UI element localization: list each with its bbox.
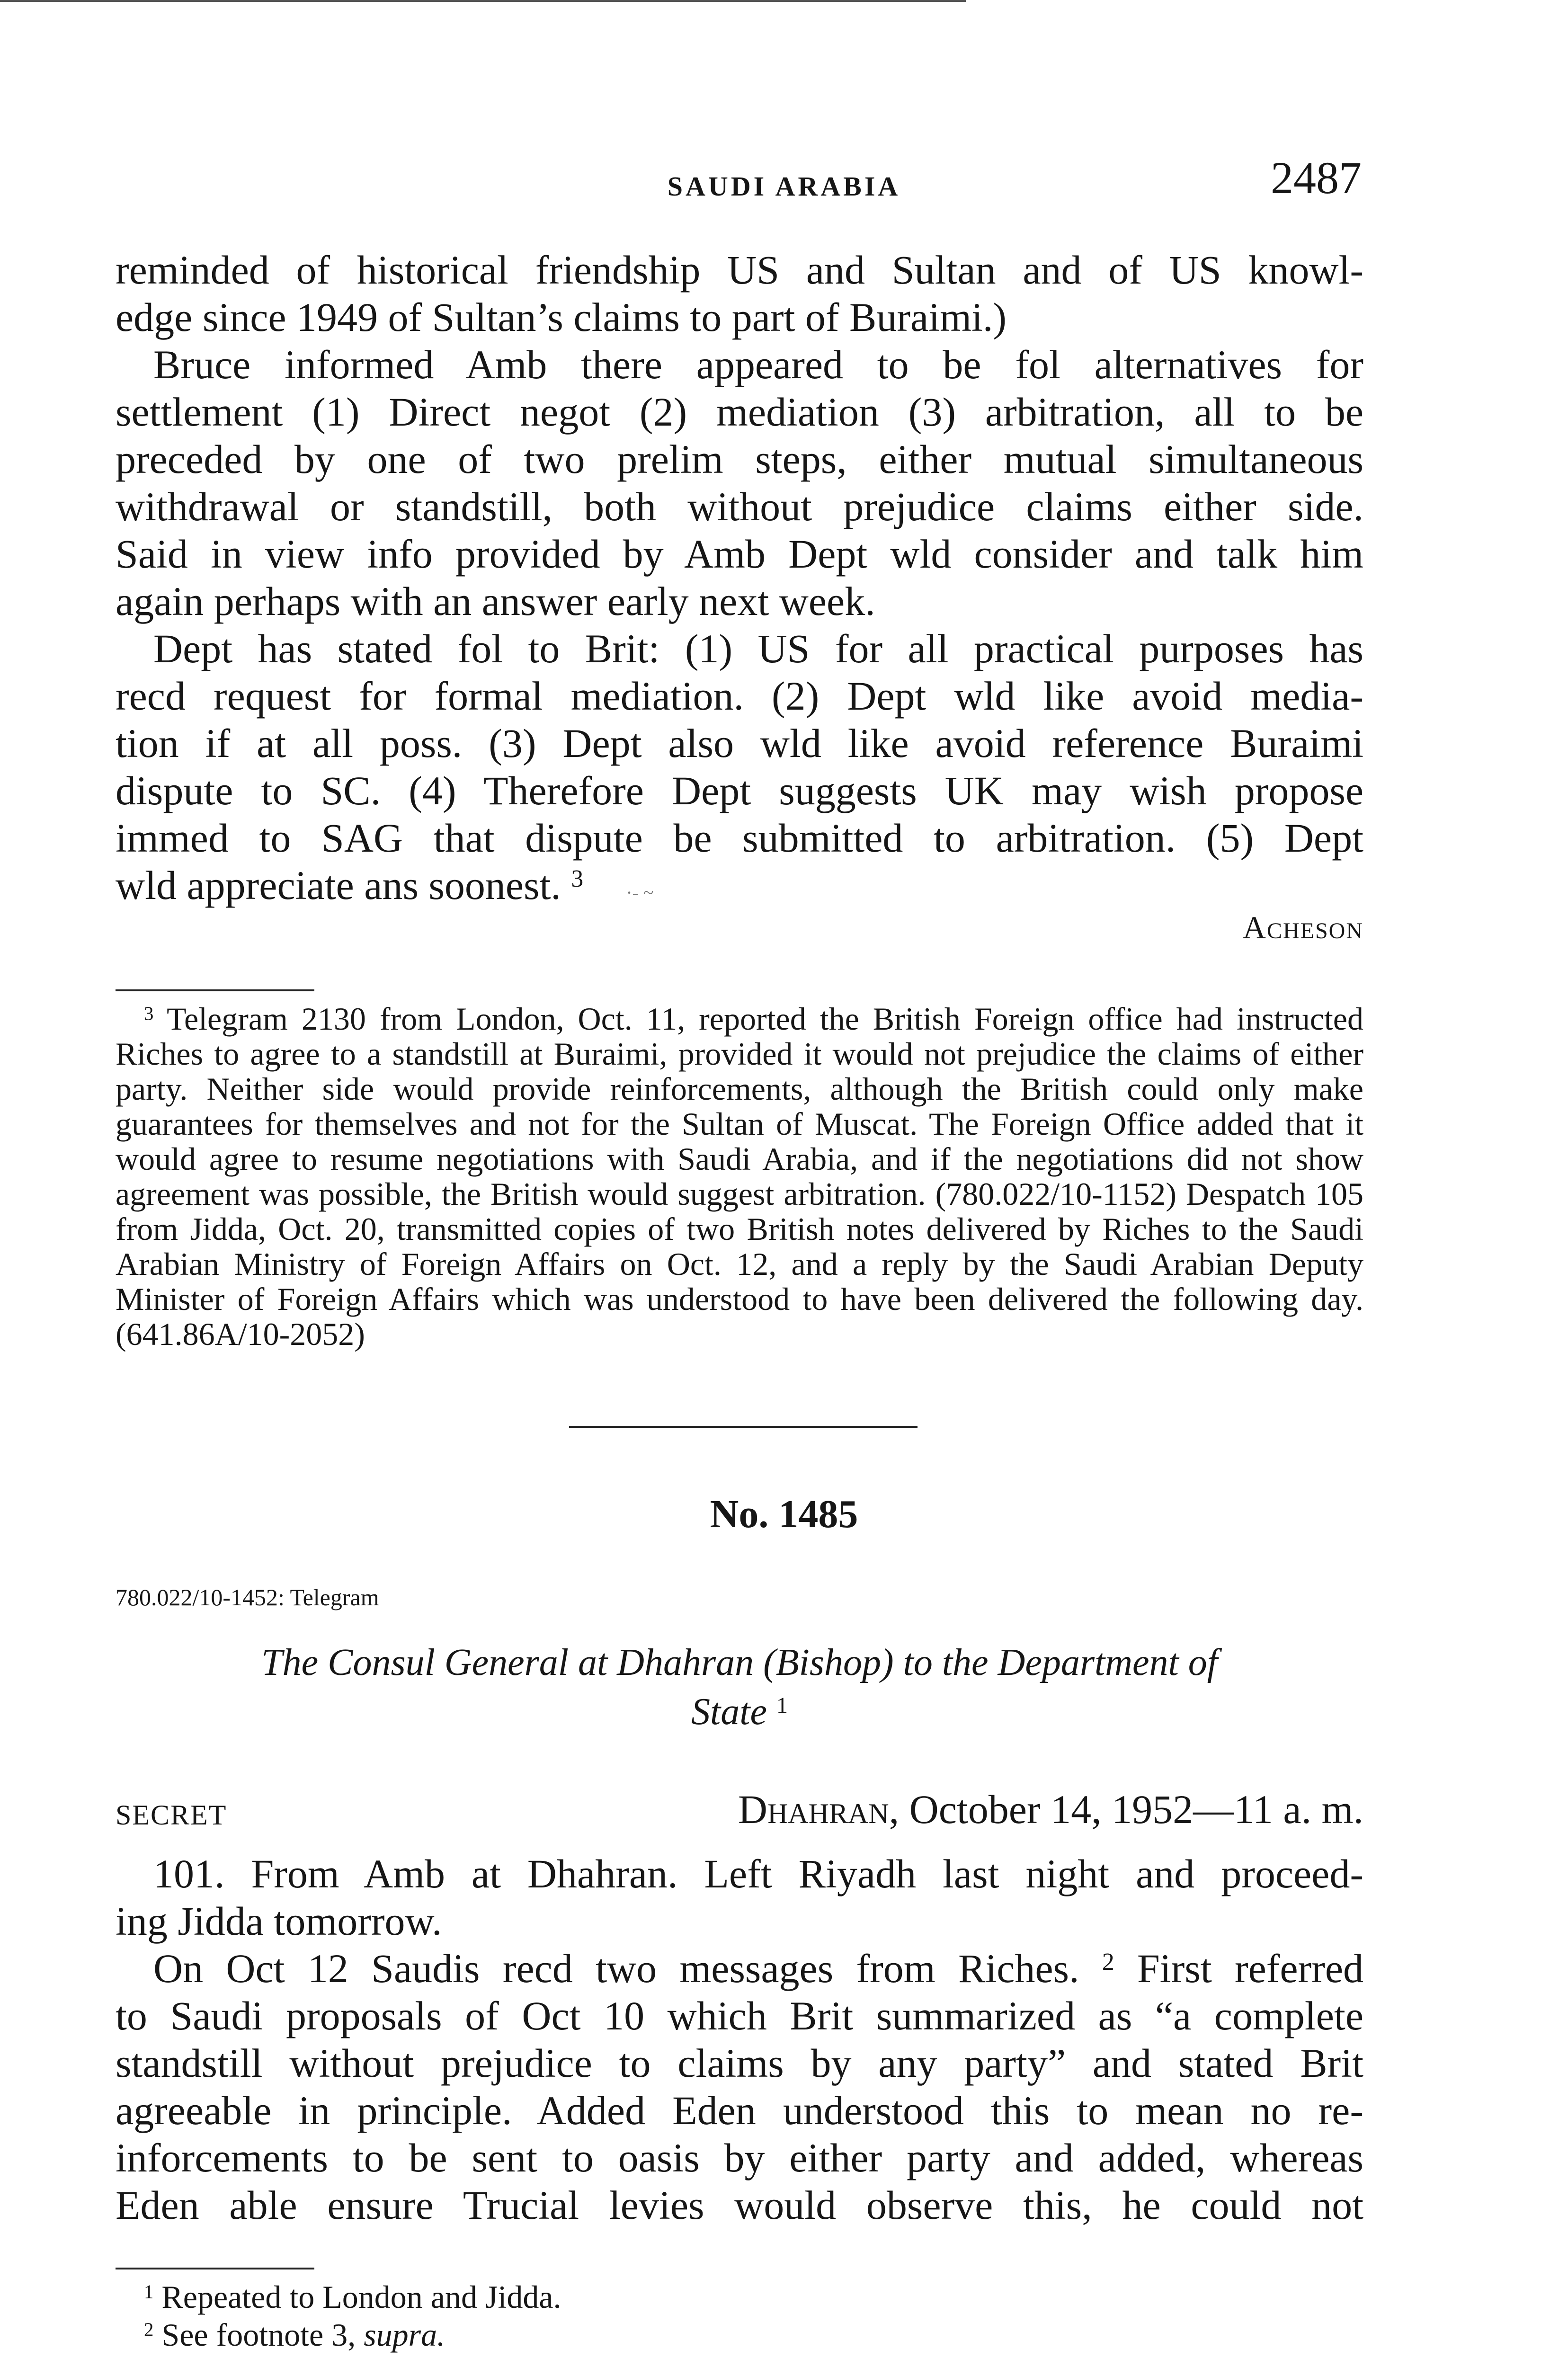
body-line: inforcements to be sent to oasis by either party and added, whereas xyxy=(116,2135,1363,2180)
dateline xyxy=(738,1786,1363,1833)
footnote-3 xyxy=(116,1001,1363,1352)
footnote-marker: 3 xyxy=(144,1003,154,1024)
document-title-line xyxy=(116,1687,1363,1736)
footnote-marker: 1 xyxy=(144,2281,154,2303)
body-line: to Saudi proposals of Oct 10 which Brit summarized as “a complete xyxy=(116,1993,1363,2038)
body-line: Eden able ensure Trucial levies would observe this, he could not xyxy=(116,2182,1363,2228)
file-reference: 780.022/10-1452: Telegram xyxy=(116,1584,379,1611)
top-edge-rule xyxy=(0,0,966,2)
body-line: reminded of historical friendship US and Sultan and of US knowl- xyxy=(116,247,1363,293)
document-title xyxy=(116,1638,1363,1736)
signature: Acheson xyxy=(1242,909,1363,945)
footnote-rule xyxy=(116,2268,314,2269)
body-line: settlement (1) Direct negot (2) mediation (3) arbitration, all to be xyxy=(116,389,1363,435)
body-line-text: On Oct 12 Saudis recd two messages from Riches. xyxy=(153,1946,1079,1991)
body-line-last xyxy=(116,862,1363,917)
scan-speck: ·‐ ~ xyxy=(583,882,654,903)
body-line: tion if at all poss. (3) Dept also wld like avoid reference Buraimi xyxy=(116,721,1363,766)
body-line-text: wld appreciate ans soonest. xyxy=(116,863,561,908)
footnote-1 xyxy=(116,2279,1363,2314)
body-line: Dept has stated fol to Brit: (1) US for all practical purposes has xyxy=(153,626,1363,671)
document-title-text: State xyxy=(691,1691,767,1733)
footnote-text: Repeated to London and Jidda. xyxy=(161,2279,561,2315)
page-number: 2487 xyxy=(1271,152,1362,203)
footnote-2 xyxy=(116,2317,1363,2352)
body-line: standstill without prejudice to claims by any party” and stated Brit xyxy=(116,2040,1363,2086)
footnote-ref: 1 xyxy=(776,1693,788,1718)
body-line: preceded by one of two prelim steps, either mutual simultaneous xyxy=(116,436,1363,482)
body-line: recd request for formal mediation. (2) Dept wld like avoid media- xyxy=(116,673,1363,719)
running-title: SAUDI ARABIA xyxy=(667,171,901,202)
footnote-marker: 2 xyxy=(144,2319,154,2340)
body-line-text: First referred xyxy=(1137,1946,1364,1991)
dateline-place: Dhahran xyxy=(738,1787,889,1832)
body-line: immed to SAG that dispute be submitted to arbitration. (5) Dept xyxy=(116,815,1363,861)
body-line: agreeable in principle. Added Eden understood this to mean no re- xyxy=(116,2088,1363,2133)
footnote-rule xyxy=(116,989,314,991)
footnote-italic: supra. xyxy=(364,2317,445,2353)
body-line: again perhaps with an answer early next week. xyxy=(116,578,875,624)
body-line: Bruce informed Amb there appeared to be fol alternatives for xyxy=(153,342,1363,387)
body-line: Said in view info provided by Amb Dept wld consider and talk him xyxy=(116,531,1363,577)
body-line: 101. From Amb at Dhahran. Left Riyadh last night and proceed- xyxy=(153,1851,1363,1896)
dateline-date: , October 14, 1952—11 a. m. xyxy=(889,1787,1363,1832)
document-title-line: The Consul General at Dhahran (Bishop) to the Department of xyxy=(261,1642,1218,1683)
footnote-ref: 2 xyxy=(1102,1949,1114,1976)
classification: SECRET xyxy=(116,1799,227,1831)
body-line: ing Jidda tomorrow. xyxy=(116,1898,442,1944)
body-line xyxy=(116,1945,1363,1992)
body-line: withdrawal or standstill, both without prejudice claims either side. xyxy=(116,484,1363,529)
footnote-text: See footnote 3, xyxy=(161,2317,364,2353)
body-line: edge since 1949 of Sultan’s claims to part of Buraimi.) xyxy=(116,294,1007,340)
footnote-ref: 3 xyxy=(571,865,584,893)
body-line: dispute to SC. (4) Therefore Dept suggests UK may wish propose xyxy=(116,768,1363,813)
document-number: No. 1485 xyxy=(710,1492,858,1536)
section-divider xyxy=(569,1426,918,1428)
footnote-text: Telegram 2130 from London, Oct. 11, reported the British Foreign office had instructed Riches to agree to a standstill at Buraimi, provided it would not prejudice the claims of either party. Neither side would provide reinforcements, although the British could only make guarantees for themselves and not for the Sultan of Muscat. The Foreign Office added that it would agree to resume negotiations with Saudi Arabia, and if the negotiations did not show agreement was possible, the British would suggest arbitration. (780.022/10-1152) Despatch 105 from Jidda, Oct. 20, transmitted copies of two British notes delivered by Riches to the Saudi Arabian Ministry of Foreign Affairs on Oct. 12, and a reply by the Saudi Arabian Deputy Minister of Foreign Affairs which was understood to have been delivered the following day. (641.86A/10-2052) xyxy=(116,1001,1363,1352)
